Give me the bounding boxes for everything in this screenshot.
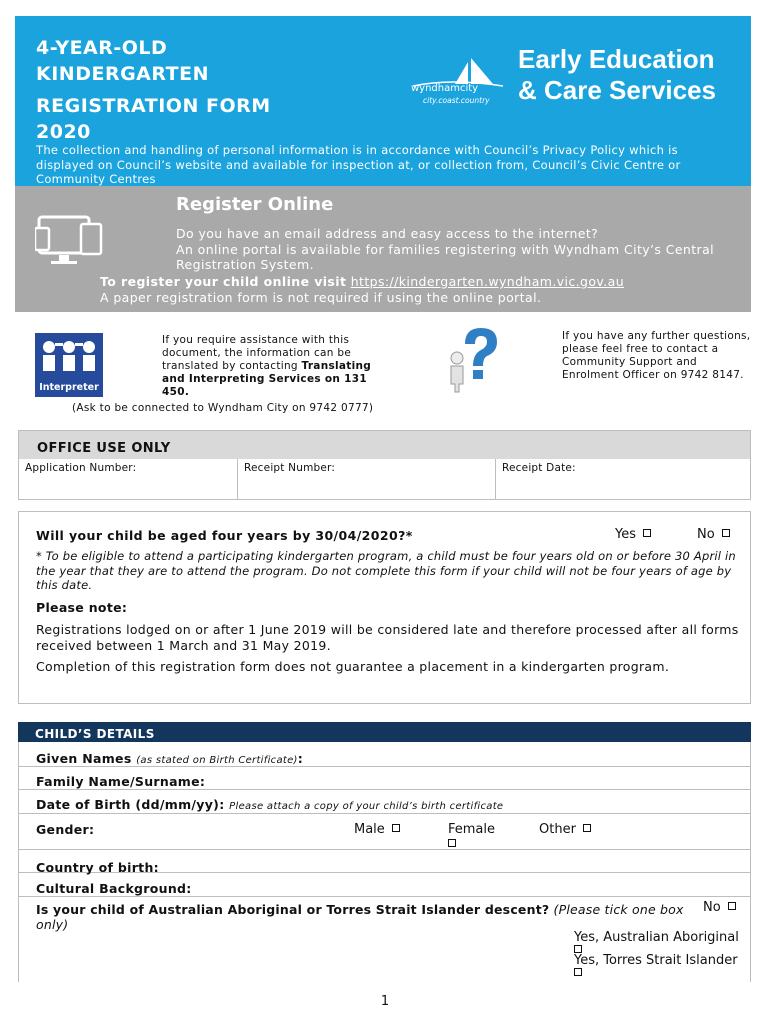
dob-hint: Please attach a copy of your child’s birth certificate	[229, 801, 504, 812]
receipt-date-label: Receipt Date:	[502, 462, 576, 474]
title-line-4: 2020	[36, 121, 91, 143]
wyndham-city-logo	[411, 50, 506, 110]
online-line-1: Do you have an email address and easy access to the internet?	[176, 226, 599, 241]
application-number-field[interactable]	[19, 459, 238, 499]
age-yes-checkbox[interactable]	[643, 529, 651, 537]
office-use-section	[18, 430, 751, 500]
country-row[interactable]	[19, 850, 750, 873]
office-use-header	[19, 431, 750, 459]
city-tagline: city.coast.country	[423, 96, 490, 105]
placement-note: Completion of this registration form does not guarantee a placement in a kindergarten program.	[36, 659, 670, 674]
eligibility-section	[18, 511, 751, 704]
age-no-label: No	[697, 527, 715, 542]
office-use-title: OFFICE USE ONLY	[37, 441, 171, 456]
aboriginal-no-label: No	[703, 900, 721, 915]
age-yes-label: Yes	[615, 527, 636, 542]
child-details-header	[18, 722, 751, 742]
gender-female-option[interactable]	[448, 822, 508, 852]
aboriginal-question	[36, 902, 696, 932]
questions-contact: If you have any further questions, please feel free to contact a Community Support and Enrolment Officer on 9742 8147.	[562, 330, 751, 381]
cultural-row[interactable]	[19, 873, 750, 897]
form-title-year	[36, 93, 271, 145]
tsi-yes-checkbox[interactable]	[574, 968, 582, 976]
online-line-2: An online portal is available for families registering with Wyndham City’s Central Registration System.	[176, 241, 715, 272]
gender-other-option[interactable]	[539, 822, 591, 837]
late-registration-note: Registrations lodged on or after 1 June 2019 will be considered late and therefore processed after all forms received between 1 March and 31 May 2019.	[36, 622, 739, 653]
question-mark-icon	[443, 322, 503, 394]
receipt-number-label: Receipt Number:	[244, 462, 336, 474]
gender-label: Gender:	[36, 822, 95, 837]
register-online-cta	[100, 274, 624, 305]
register-online-section	[15, 186, 751, 312]
female-label: Female	[448, 822, 496, 837]
receipt-date-field[interactable]	[496, 459, 750, 499]
country-label: Country of birth:	[36, 860, 159, 875]
tsi-yes-option[interactable]	[574, 954, 754, 980]
title-line-3: REGISTRATION FORM	[36, 95, 271, 117]
age-question: Will your child be aged four years by 30/04/2020?*	[36, 528, 413, 543]
given-names-row[interactable]	[19, 742, 750, 767]
gender-row	[19, 814, 750, 850]
register-online-text	[176, 226, 736, 273]
tis-contact: Translating and Interpreting Services on 131 450.	[162, 360, 372, 398]
receipt-number-field[interactable]	[238, 459, 496, 499]
tsi-yes-label: Yes, Torres Strait Islander	[574, 953, 738, 968]
child-details-section	[18, 742, 751, 982]
wyndham-contact-note: (Ask to be connected to Wyndham City on 9742 0777)	[72, 402, 374, 414]
age-no-option[interactable]	[697, 527, 730, 542]
male-checkbox[interactable]	[392, 824, 400, 832]
title-line-2: KINDERGARTEN	[36, 63, 209, 85]
female-checkbox[interactable]	[448, 839, 456, 847]
other-label: Other	[539, 822, 576, 837]
other-checkbox[interactable]	[583, 824, 591, 832]
paper-form-note: A paper registration form is not required if using the online portal.	[100, 289, 542, 305]
aboriginal-yes-label: Yes, Australian Aboriginal	[574, 930, 739, 945]
aboriginal-no-checkbox[interactable]	[728, 902, 736, 910]
given-names-label: Given Names (as stated on Birth Certificate):	[36, 751, 304, 766]
devices-icon	[35, 214, 105, 269]
header-banner	[15, 16, 751, 186]
interpreter-icon	[35, 333, 103, 397]
register-online-title: Register Online	[176, 194, 334, 215]
brand-line-1: Early Education	[518, 44, 715, 74]
city-logo-text: wyndhamcity	[411, 83, 479, 94]
aboriginal-yes-checkbox[interactable]	[574, 945, 582, 953]
please-note-heading: Please note:	[36, 600, 128, 615]
child-details-title: CHILD’S DETAILS	[35, 727, 155, 741]
brand-logo	[518, 44, 716, 106]
eligibility-footnote: * To be eligible to attend a participating kindergarten program, a child must be four years old on or before 30 April in the year that they are to attend the program. Do not complete this form if your child will not be four years of age by this date.	[36, 549, 736, 592]
cultural-label: Cultural Background:	[36, 881, 192, 896]
translation-text: If you require assistance with this document, the information can be translated by contacting	[162, 334, 352, 372]
age-yes-option[interactable]	[615, 527, 651, 542]
page-number: 1	[380, 994, 390, 1009]
aboriginal-question-text: Is your child of Australian Aboriginal or Torres Strait Islander descent?	[36, 902, 550, 917]
given-names-hint: (as stated on Birth Certificate)	[136, 755, 298, 766]
application-number-label: Application Number:	[25, 462, 137, 474]
age-no-checkbox[interactable]	[722, 529, 730, 537]
privacy-statement: The collection and handling of personal information is in accordance with Council’s Privacy Policy which is displayed on Council’s website and available for inspection at, or collection from, Council’s Civic Centre or Community Centres	[36, 143, 681, 186]
aboriginal-hint: (Please tick one box only)	[36, 902, 684, 932]
form-title	[36, 35, 209, 87]
aboriginal-no-option[interactable]	[703, 900, 736, 915]
dob-label: Date of Birth (dd/mm/yy): Please attach a copy of your child’s birth certificate	[36, 797, 504, 812]
gender-male-option[interactable]	[354, 822, 400, 837]
cta-label: To register your child online visit	[100, 274, 347, 289]
kindergarten-portal-link[interactable]: https://kindergarten.wyndham.vic.gov.au	[350, 274, 625, 289]
interpreter-label: Interpreter	[39, 382, 99, 393]
title-line-1: 4-YEAR-OLD	[36, 37, 168, 59]
dob-row[interactable]	[19, 790, 750, 814]
family-name-label: Family Name/Surname:	[36, 774, 206, 789]
male-label: Male	[354, 822, 385, 837]
brand-line-2: & Care Services	[518, 75, 717, 105]
family-name-row[interactable]	[19, 767, 750, 790]
translation-info	[162, 334, 390, 399]
people-icon	[35, 333, 103, 379]
